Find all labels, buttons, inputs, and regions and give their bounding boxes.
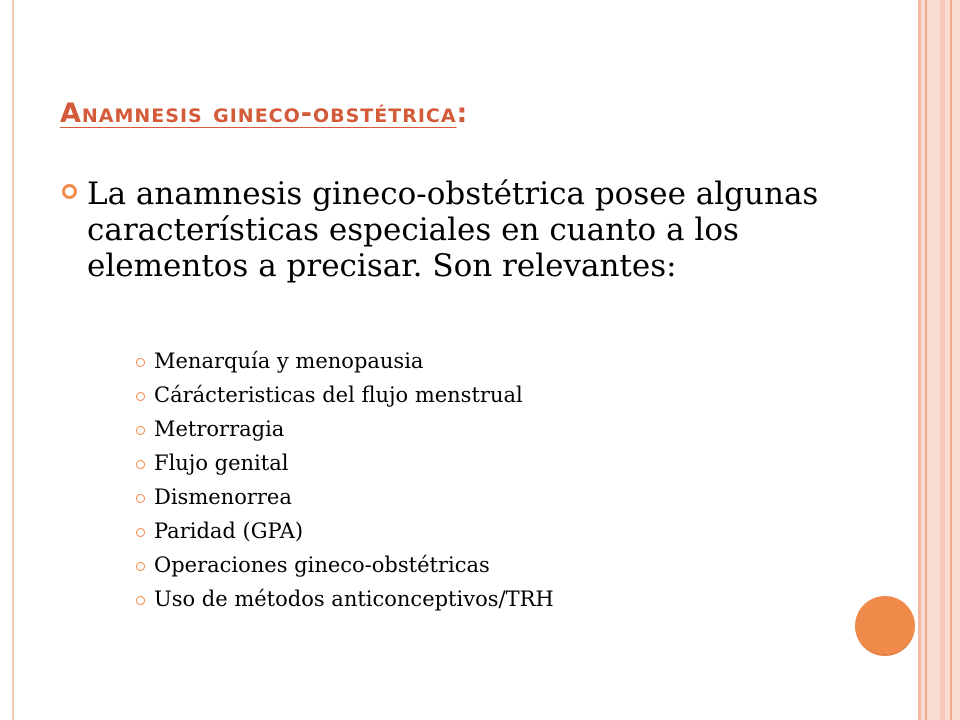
right-decorative-stripe [925,0,927,720]
list-item-label: Paridad (GPA) [154,519,304,543]
orange-ring-bullet-icon [136,528,145,537]
orange-ring-bullet-icon [136,460,145,469]
list-item-label: Menarquía y menopausia [154,349,424,373]
slide-title-text: Anamnesis gineco-obstétrica [60,98,457,129]
orange-ring-bullet-icon [136,392,145,401]
left-border-line [12,0,14,720]
right-decorative-stripe [940,0,945,720]
right-decorative-stripe [950,0,952,720]
list-item-label: Dismenorrea [154,485,292,509]
orange-ring-bullet-icon [136,494,145,503]
slide-title [60,100,468,127]
main-bullet-text: La anamnesis gineco-obstétrica posee algunas características especiales en cuanto a los elementos a precisar. Son relevantes: [87,176,819,284]
orange-ring-bullet-icon [136,562,145,571]
list-item-label: Flujo genital [154,451,289,475]
list-item-label: Uso de métodos anticonceptivos/TRH [154,587,554,611]
slide-title-colon: : [456,98,469,129]
orange-ring-bullet-icon [136,596,145,605]
orange-ring-bullet-icon [136,358,145,367]
list-item-label: Cárácteristicas del flujo menstrual [154,383,523,407]
right-decorative-stripe [918,0,921,720]
orange-ring-bullet-icon [62,184,77,199]
list-item-label: Metrorragia [154,417,285,441]
orange-ring-bullet-icon [136,426,145,435]
list-item-label: Operaciones gineco-obstétricas [154,553,490,577]
orange-circle-decoration-icon [855,596,915,656]
